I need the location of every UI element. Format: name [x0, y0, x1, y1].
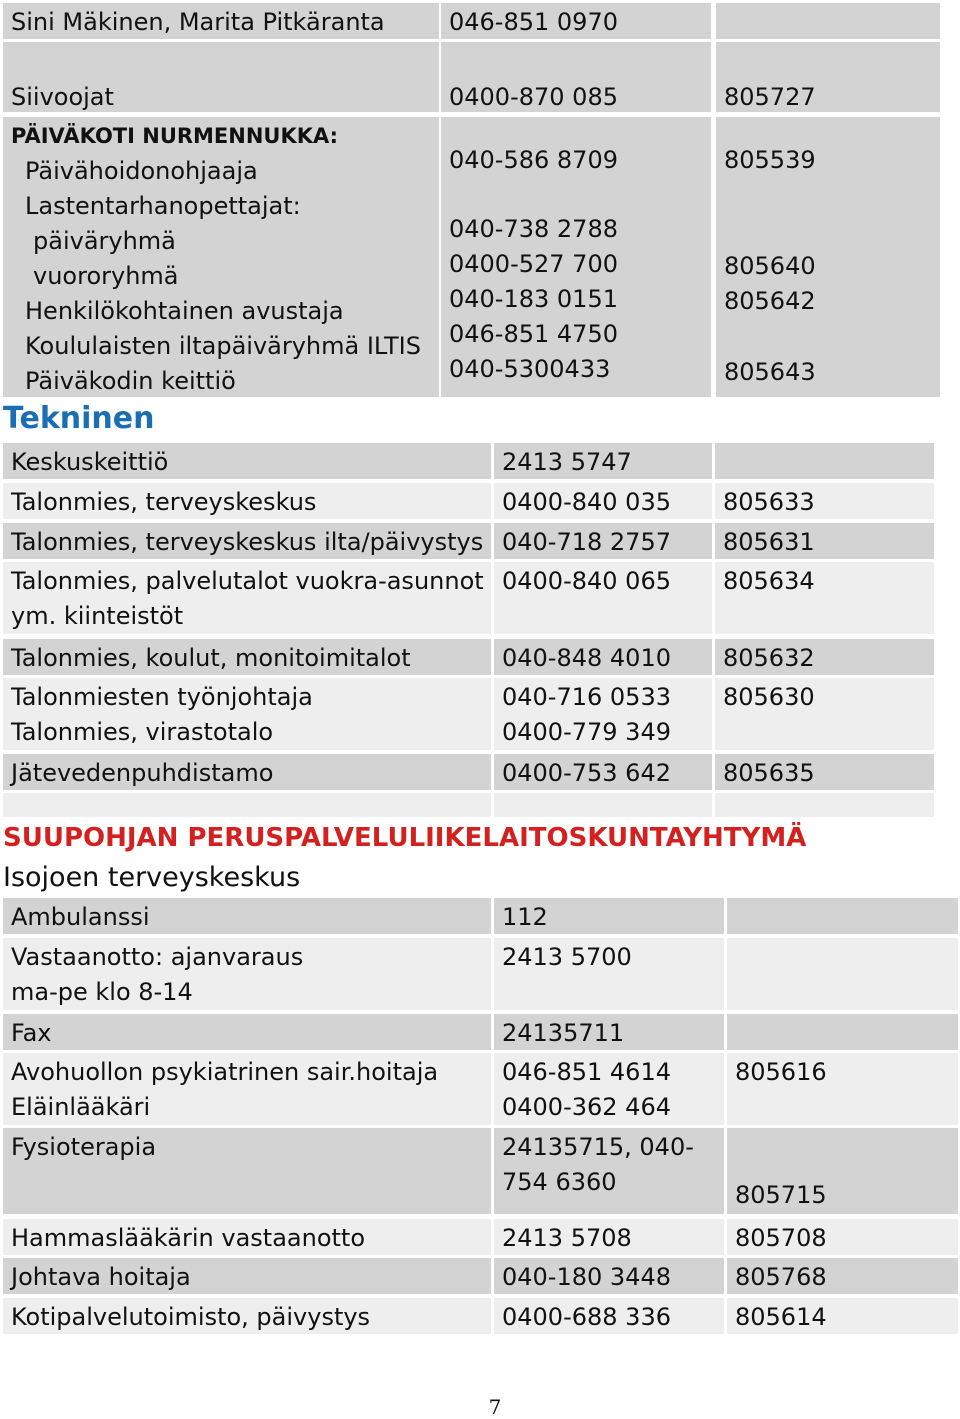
- phone-number: [441, 3, 711, 39]
- service-name: [3, 1014, 491, 1050]
- service-name-line: Johtava hoitaja: [11, 1263, 191, 1291]
- service-name-line: Fysioterapia: [11, 1133, 157, 1161]
- extension-number: [727, 1053, 958, 1125]
- contact-name-line: Siivoojat: [11, 83, 114, 111]
- extension-number-line: 805632: [723, 644, 815, 672]
- extension-number: [715, 443, 934, 479]
- extension-number: [715, 639, 934, 675]
- phone-number: [494, 793, 712, 817]
- service-name: [3, 1258, 491, 1294]
- extension-number: [727, 1014, 958, 1050]
- extension-number-line: 805708: [735, 1224, 827, 1252]
- extension-number-line: 805640: [724, 252, 816, 280]
- phone-number-line: 0400-840 065: [502, 567, 671, 595]
- service-name: [3, 678, 491, 750]
- extension-number-line: 805634: [723, 567, 815, 595]
- phone-number-line: 112: [502, 903, 548, 931]
- phone-number-line: 24135711: [502, 1019, 625, 1047]
- extension-number: [727, 938, 958, 1010]
- service-name-line: ym. kiinteistöt: [11, 602, 184, 630]
- section-heading-tekninen: Tekninen: [3, 401, 155, 436]
- service-name: [3, 1053, 491, 1125]
- service-name: [3, 562, 491, 634]
- extension-number-line: 805642: [724, 287, 816, 315]
- extension-number: [716, 117, 940, 397]
- page-number: 7: [488, 1395, 502, 1419]
- service-name-line: Talonmies, terveyskeskus: [11, 488, 317, 516]
- unit-staff-list-line: päiväryhmä: [33, 227, 176, 255]
- service-name-line: Keskuskeittiö: [11, 448, 169, 476]
- service-name-line: Talonmiesten työnjohtaja: [11, 683, 313, 711]
- phone-number-line: 040-180 3448: [502, 1263, 671, 1291]
- extension-number: [727, 898, 958, 934]
- service-name: [3, 523, 491, 559]
- phone-number: [494, 1219, 724, 1255]
- service-name: [3, 1298, 491, 1334]
- service-name-line: Ambulanssi: [11, 903, 150, 931]
- extension-number: [715, 562, 934, 634]
- phone-number-line: 0400-753 642: [502, 759, 671, 787]
- contact-name: [3, 3, 439, 39]
- phone-number-line: 2413 5747: [502, 448, 632, 476]
- extension-number-line: 805614: [735, 1303, 827, 1331]
- phone-number: [494, 898, 724, 934]
- unit-staff-list: [3, 117, 439, 397]
- extension-number-line: 805539: [724, 146, 816, 174]
- extension-number-line: 805631: [723, 528, 815, 556]
- unit-staff-list-line: Lastentarhanopettajat:: [25, 192, 301, 220]
- phone-number-line: 046-851 4614: [502, 1058, 671, 1086]
- phone-number: [494, 938, 724, 1010]
- phone-number-line: 040-5300433: [449, 355, 611, 383]
- phone-number-line: 0400-870 085: [449, 83, 618, 111]
- service-name: [3, 639, 491, 675]
- service-name: [3, 938, 491, 1010]
- contact-name: [3, 42, 439, 112]
- phone-number-line: 040-738 2788: [449, 215, 618, 243]
- phone-number-line: 046-851 4750: [449, 320, 618, 348]
- phone-number: [494, 523, 712, 559]
- phone-number-line: 2413 5708: [502, 1224, 632, 1252]
- service-name: [3, 483, 491, 519]
- service-name: [3, 898, 491, 934]
- phone-number-line: 754 6360: [502, 1168, 617, 1196]
- unit-staff-list-line: vuororyhmä: [33, 262, 179, 290]
- service-name: [3, 443, 491, 479]
- section-subheading-isojoki: Isojoen terveyskeskus: [3, 862, 301, 893]
- phone-number: [494, 1014, 724, 1050]
- extension-number-line: 805616: [735, 1058, 827, 1086]
- phone-number-line: 0400-779 349: [502, 718, 671, 746]
- extension-number-line: 805630: [723, 683, 815, 711]
- phone-number: [494, 1258, 724, 1294]
- service-name: [3, 1219, 491, 1255]
- phone-number: [441, 42, 711, 112]
- phone-number-line: 0400-362 464: [502, 1093, 671, 1121]
- service-name-line: Kotipalvelutoimisto, päivystys: [11, 1303, 371, 1331]
- unit-staff-list-line: Päiväkodin keittiö: [25, 367, 236, 395]
- service-name-line: ma-pe klo 8-14: [11, 978, 193, 1006]
- service-name-line: Hammaslääkärin vastaanotto: [11, 1224, 365, 1252]
- unit-staff-list-line: Päivähoidonohjaaja: [25, 157, 258, 185]
- phone-number: [494, 443, 712, 479]
- extension-number-line: 805715: [735, 1181, 827, 1209]
- extension-number: [715, 523, 934, 559]
- extension-number-line: 805633: [723, 488, 815, 516]
- extension-number: [715, 793, 934, 817]
- service-name-line: Eläinlääkäri: [11, 1093, 151, 1121]
- phone-number-line: 040-586 8709: [449, 146, 618, 174]
- contact-name-line: Sini Mäkinen, Marita Pitkäranta: [11, 8, 385, 36]
- extension-number-line: 805768: [735, 1263, 827, 1291]
- service-name-line: Talonmies, terveyskeskus ilta/päivystys: [11, 528, 484, 556]
- phone-number-line: 0400-527 700: [449, 250, 618, 278]
- section-heading-suupohja: SUUPOHJAN PERUSPALVELULIIKELAITOSKUNTAYHTYMÄ: [3, 823, 807, 853]
- extension-number-line: 805635: [723, 759, 815, 787]
- service-name-line: Talonmies, virastotalo: [11, 718, 274, 746]
- phone-number-line: 040-716 0533: [502, 683, 671, 711]
- service-name-line: Avohuollon psykiatrinen sair.hoitaja: [11, 1058, 439, 1086]
- phone-number-line: 0400-688 336: [502, 1303, 671, 1331]
- extension-number-line: 805727: [724, 83, 816, 111]
- phone-number: [494, 1298, 724, 1334]
- service-name-line: Talonmies, palvelutalot vuokra-asunnot: [11, 567, 484, 595]
- extension-number: [715, 754, 934, 790]
- extension-number: [727, 1219, 958, 1255]
- extension-number: [716, 42, 940, 112]
- service-name-line: Jätevedenpuhdistamo: [11, 759, 274, 787]
- service-name-line: Vastaanotto: ajanvaraus: [11, 943, 304, 971]
- phone-number-line: 040-183 0151: [449, 285, 618, 313]
- service-name-line: Fax: [11, 1019, 52, 1047]
- unit-staff-list-line: Henkilökohtainen avustaja: [25, 297, 344, 325]
- unit-staff-list-line: PÄIVÄKOTI NURMENNUKKA:: [11, 124, 339, 148]
- phone-number: [494, 639, 712, 675]
- phone-number: [494, 483, 712, 519]
- phone-number-line: 2413 5700: [502, 943, 632, 971]
- extension-number-line: 805643: [724, 358, 816, 386]
- phone-number-line: 046-851 0970: [449, 8, 618, 36]
- service-name: [3, 793, 491, 817]
- extension-number: [716, 3, 940, 39]
- extension-number: [715, 483, 934, 519]
- phone-number-line: 040-718 2757: [502, 528, 671, 556]
- phone-number-line: 24135715, 040-: [502, 1133, 694, 1161]
- phone-number-line: 040-848 4010: [502, 644, 671, 672]
- phone-number: [494, 678, 712, 750]
- extension-number: [715, 678, 934, 750]
- service-name: [3, 1128, 491, 1214]
- phone-number: [494, 1053, 724, 1125]
- service-name-line: Talonmies, koulut, monitoimitalot: [11, 644, 411, 672]
- extension-number: [727, 1128, 958, 1214]
- phone-number: [494, 562, 712, 634]
- phone-number: [441, 117, 711, 397]
- service-name: [3, 754, 491, 790]
- phone-number: [494, 1128, 724, 1214]
- extension-number: [727, 1258, 958, 1294]
- phone-number: [494, 754, 712, 790]
- extension-number: [727, 1298, 958, 1334]
- phone-number-line: 0400-840 035: [502, 488, 671, 516]
- unit-staff-list-line: Koululaisten iltapäiväryhmä ILTIS: [25, 332, 421, 360]
